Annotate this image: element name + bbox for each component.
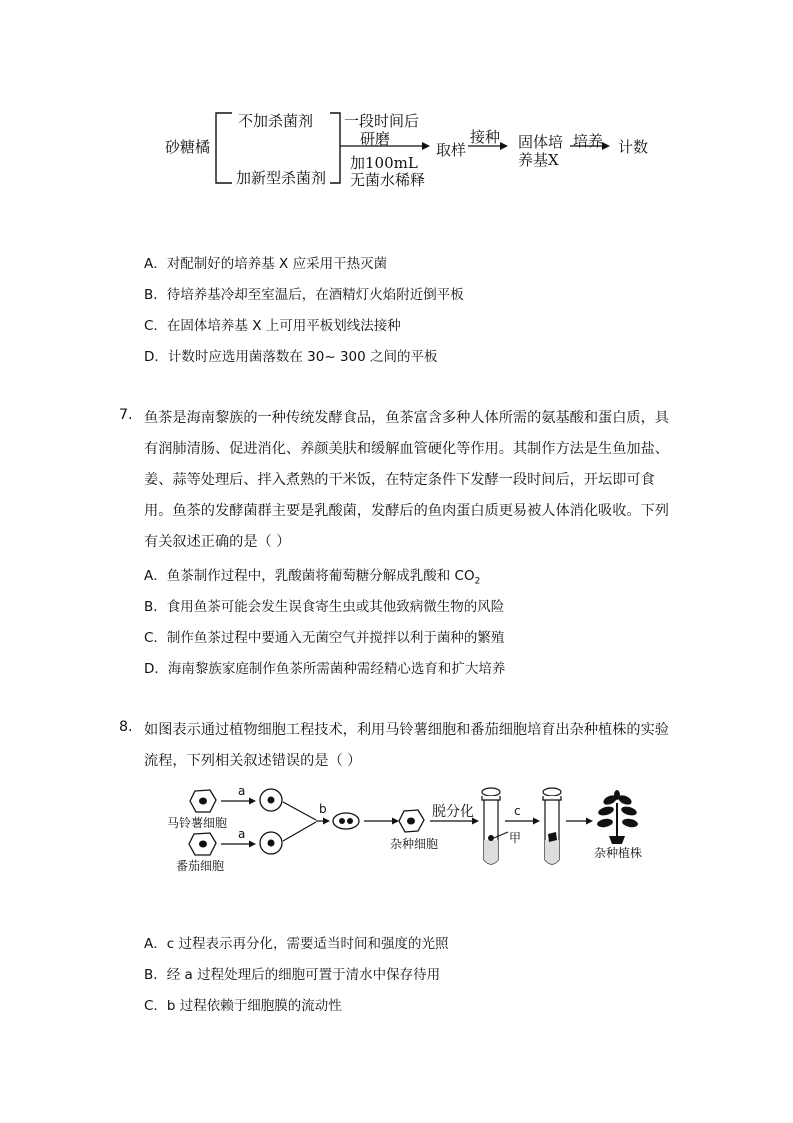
test-tube-2-icon bbox=[543, 788, 561, 864]
source-label: 砂糖橘 bbox=[165, 138, 211, 156]
branch-bottom-label: 加新型杀菌剂 bbox=[236, 169, 327, 187]
q8-option-b[interactable]: B．经 a 过程处理后的细胞可置于清水中保存待用 bbox=[144, 967, 441, 983]
step-dilute: 无菌水稀释 bbox=[350, 171, 426, 189]
q7-stem-line: 有关叙述正确的是（ ） bbox=[144, 534, 291, 550]
test-tube-1-icon bbox=[482, 788, 500, 864]
q6-option-c[interactable]: C．在固体培养基 X 上可用平板划线法接种 bbox=[144, 318, 401, 334]
arrow-a-top-label: a bbox=[238, 784, 246, 798]
medium-label-2: 养基X bbox=[518, 151, 559, 169]
branch-top-label: 不加杀菌剂 bbox=[238, 112, 314, 130]
hybrid-cell-label: 杂种细胞 bbox=[390, 837, 439, 851]
count-label: 计数 bbox=[618, 138, 649, 156]
hybrid-plant-icon bbox=[596, 790, 638, 844]
q7-stem-line: 鱼茶是海南黎族的一种传统发酵食品，鱼茶富含多种人体所需的氨基酸和蛋白质，具 bbox=[144, 410, 669, 426]
medium-label-1: 固体培 bbox=[518, 133, 564, 151]
arrow-c-label: c bbox=[514, 804, 521, 818]
q7-stem-line: 用。鱼茶的发酵菌群主要是乳酸菌，发酵后的鱼肉蛋白质更易被人体消化吸收。下列 bbox=[144, 503, 669, 519]
step-add-water: 加100mL bbox=[350, 154, 418, 172]
q6-option-a[interactable]: A．对配制好的培养基 X 应采用干热灭菌 bbox=[144, 256, 388, 272]
q8-stem-line: 流程，下列相关叙述错误的是（ ） bbox=[144, 753, 362, 769]
q6-option-b[interactable]: B．待培养基冷却至室温后，在酒精灯火焰附近倒平板 bbox=[144, 287, 464, 303]
step-grind: 研磨 bbox=[360, 130, 391, 148]
q7-stem-line: 姜、蒜等处理后、拌入煮熟的干米饭，在特定条件下发酵一段时间后，开坛即可食 bbox=[144, 472, 655, 488]
q8-option-a[interactable]: A．c 过程表示再分化，需要适当时间和强度的光照 bbox=[144, 936, 449, 952]
arrow-a-bottom-label: a bbox=[238, 827, 246, 841]
tomato-cell-label: 番茄细胞 bbox=[176, 859, 225, 873]
jia-label: 甲 bbox=[509, 831, 522, 845]
step-after-time: 一段时间后 bbox=[344, 112, 420, 130]
q8-number: 8. bbox=[119, 719, 133, 735]
q7-option-b[interactable]: B．食用鱼茶可能会发生误食寄生虫或其他致病微生物的风险 bbox=[144, 599, 505, 615]
q8-option-c[interactable]: C．b 过程依赖于细胞膜的流动性 bbox=[144, 998, 342, 1014]
q7-option-d[interactable]: D．海南黎族家庭制作鱼茶所需菌种需经精心选育和扩大培养 bbox=[144, 661, 506, 677]
q7-number: 7. bbox=[119, 407, 133, 423]
q6-option-d[interactable]: D．计数时应选用菌落数在 30~ 300 之间的平板 bbox=[144, 349, 438, 365]
inoculate-label: 接种 bbox=[470, 128, 501, 146]
q7-option-a-text: A．鱼茶制作过程中，乳酸菌将葡萄糖分解成乳酸和 CO bbox=[144, 568, 475, 584]
arrow-b-label: b bbox=[319, 802, 327, 816]
culture-label: 培养 bbox=[573, 132, 604, 150]
hybrid-plant-label: 杂种植株 bbox=[594, 846, 643, 860]
potato-cell-label: 马铃薯细胞 bbox=[167, 816, 228, 830]
q7-option-c[interactable]: C．制作鱼茶过程中要通入无菌空气并搅拌以利于菌种的繁殖 bbox=[144, 630, 505, 646]
q7-stem-line: 有润肺清肠、促进消化、养颜美肤和缓解血管硬化等作用。其制作方法是生鱼加盐、 bbox=[144, 441, 669, 457]
fused-cell-icon bbox=[333, 813, 359, 829]
q7-option-a-subscript: 2 bbox=[474, 576, 481, 587]
dedifferentiation-label: 脱分化 bbox=[432, 804, 474, 820]
sample-label: 取样 bbox=[436, 141, 467, 159]
q8-stem-line: 如图表示通过植物细胞工程技术，利用马铃薯细胞和番茄细胞培育出杂种植株的实验 bbox=[144, 722, 669, 738]
